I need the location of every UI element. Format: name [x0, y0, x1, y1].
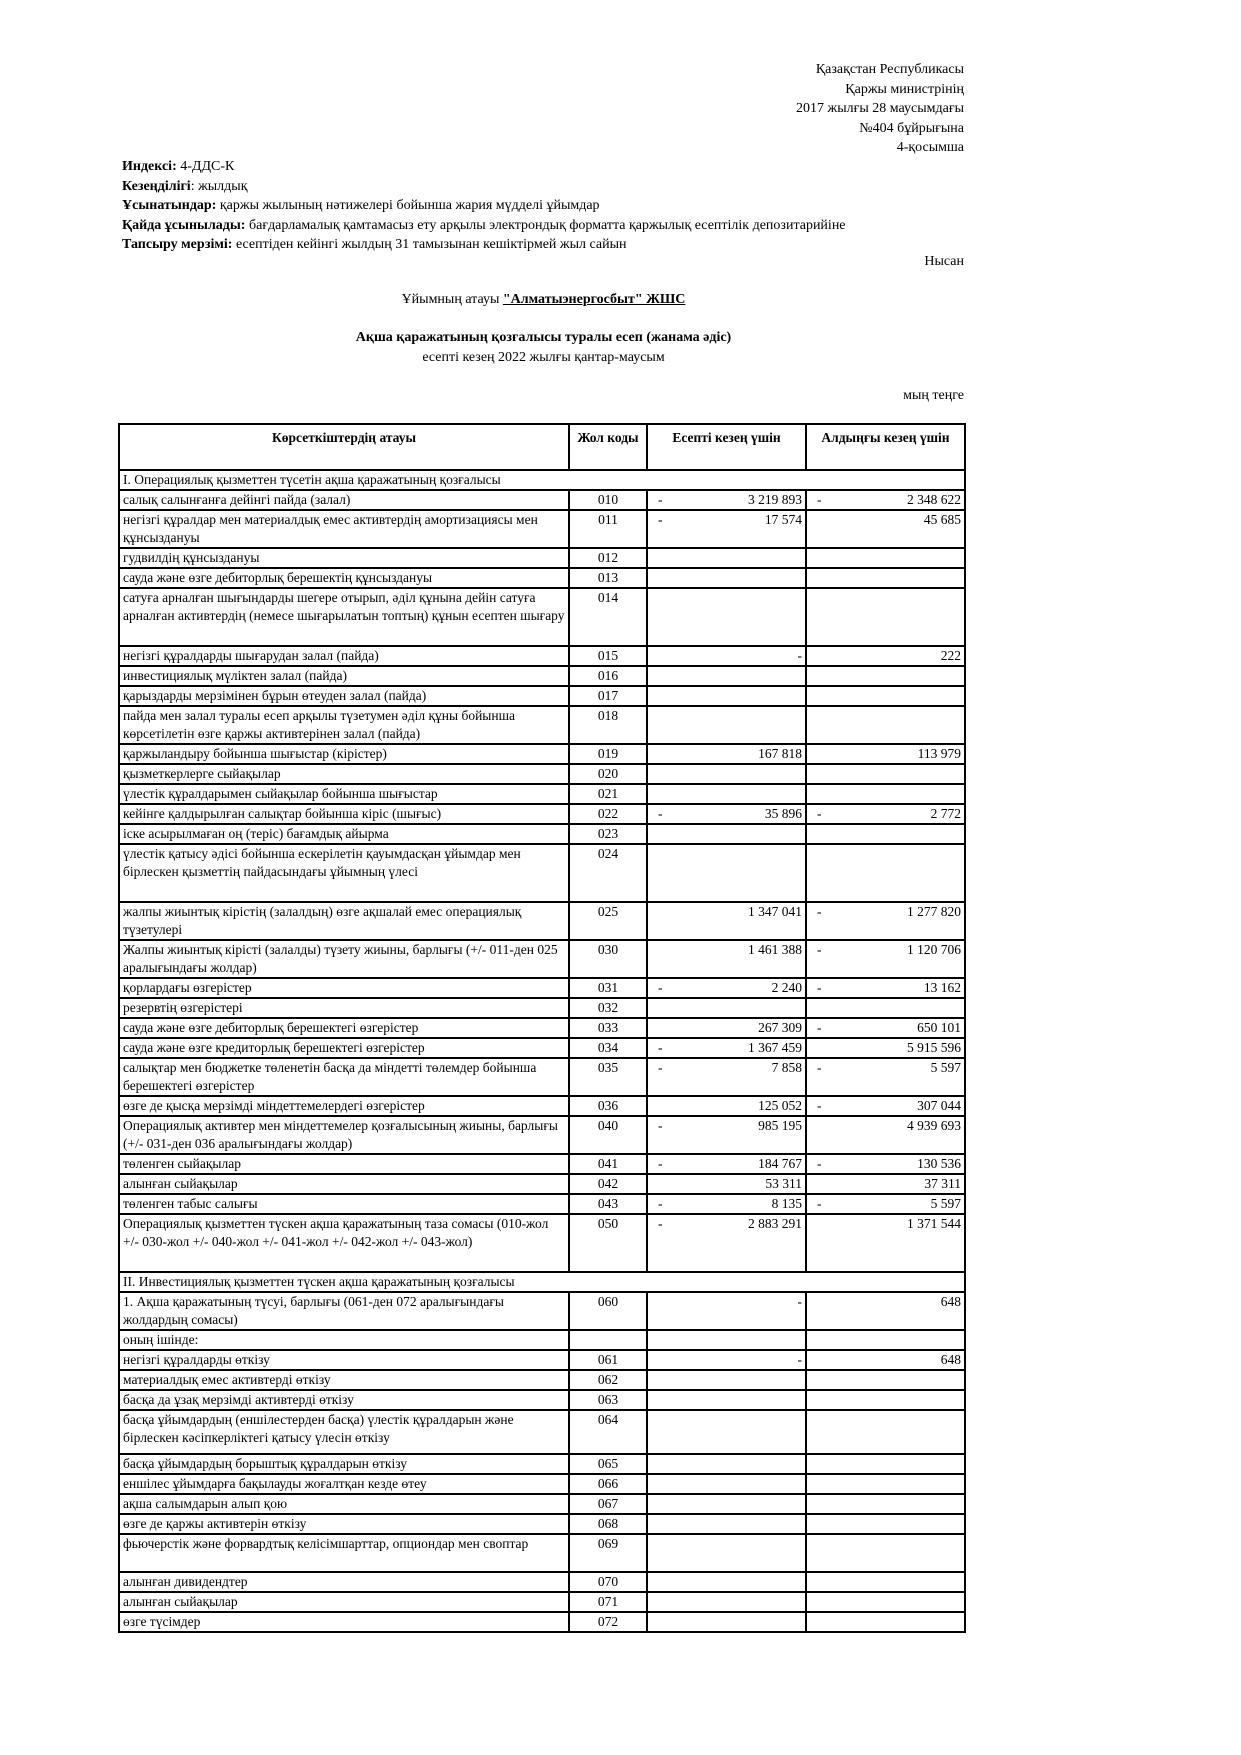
- row-previous-value: [806, 1330, 965, 1350]
- table-row: [119, 978, 965, 998]
- minus-sign: -: [817, 806, 822, 821]
- row-code: 071: [569, 1592, 647, 1612]
- row-current-value: [647, 686, 806, 706]
- table-row: [119, 824, 965, 844]
- minus-sign: -: [817, 942, 822, 957]
- row-current-value: [647, 998, 806, 1018]
- row-code: 069: [569, 1534, 647, 1572]
- amount: 5 915 596: [907, 1040, 961, 1055]
- row-name: өзге де қысқа мерзімді міндеттемелердегі өзгерістер: [119, 1096, 569, 1116]
- amount: 1 371 544: [907, 1216, 961, 1231]
- row-name: сатуға арналған шығындарды шегере отырып, әділ құнына дейін сатуға арналған активтердің (немесе шығарылатын топтың) құнын есептен шығару: [119, 588, 569, 646]
- table-row: [119, 1592, 965, 1612]
- row-code: 022: [569, 804, 647, 824]
- row-name: өзге түсімдер: [119, 1612, 569, 1632]
- amount: 7 858: [771, 1060, 802, 1075]
- row-name: материалдық емес активтерді өткізу: [119, 1370, 569, 1390]
- row-name: негізгі құралдарды өткізу: [119, 1350, 569, 1370]
- row-previous-value: [806, 940, 965, 978]
- table-row: [119, 1370, 965, 1390]
- row-current-value: [647, 1370, 806, 1390]
- row-current-value: [647, 1494, 806, 1514]
- minus-sign: -: [817, 1060, 822, 1075]
- table-row: [119, 686, 965, 706]
- row-current-value: [647, 1018, 806, 1038]
- minus-sign: -: [817, 980, 822, 995]
- row-current-value: [647, 1038, 806, 1058]
- row-name: оның ішінде:: [119, 1330, 569, 1350]
- amount: 13 162: [923, 980, 961, 995]
- amount: 2 883 291: [748, 1216, 802, 1231]
- amount: 184 767: [758, 1156, 802, 1171]
- row-current-value: [647, 1592, 806, 1612]
- amount: 2 240: [771, 980, 802, 995]
- row-previous-value: [806, 1514, 965, 1534]
- row-name: негізгі құралдарды шығарудан залал (пайда): [119, 646, 569, 666]
- table-row: [119, 1096, 965, 1116]
- row-current-value: [647, 1116, 806, 1154]
- row-current-value: [647, 784, 806, 804]
- row-code: 017: [569, 686, 647, 706]
- table-row: [119, 1330, 965, 1350]
- row-previous-value: [806, 1194, 965, 1214]
- row-previous-value: [806, 1096, 965, 1116]
- row-previous-value: [806, 1038, 965, 1058]
- minus-sign: -: [658, 980, 663, 995]
- row-name: қарыздарды мерзімінен бұрын өтеуден залал (пайда): [119, 686, 569, 706]
- table-row: [119, 744, 965, 764]
- row-current-value: [647, 646, 806, 666]
- row-code: 034: [569, 1038, 647, 1058]
- table-row: [119, 588, 965, 646]
- table-row: [119, 764, 965, 784]
- row-name: төленген табыс салығы: [119, 1194, 569, 1214]
- org-label: Ұйымның атауы: [401, 292, 503, 307]
- order-line: Қазақстан Республикасы: [815, 62, 964, 77]
- order-reference: [796, 60, 964, 158]
- table-row: [119, 844, 965, 902]
- row-current-value: [647, 1096, 806, 1116]
- table-row: [119, 1292, 965, 1330]
- row-previous-value: [806, 706, 965, 744]
- table-row: [119, 784, 965, 804]
- amount: 37 311: [924, 1176, 961, 1191]
- amount: 1 347 041: [748, 904, 802, 919]
- amount: 130 536: [917, 1156, 961, 1171]
- minus-sign: -: [658, 1156, 663, 1171]
- row-name: салық салынғанға дейінгі пайда (залал): [119, 490, 569, 510]
- meta-periodicity: Кезеңділігі: жылдық: [122, 178, 248, 194]
- row-previous-value: [806, 902, 965, 940]
- org-name: "Алматыэнергосбыт" ЖШС: [502, 292, 686, 307]
- row-name: төленген сыйақылар: [119, 1154, 569, 1174]
- table-row: [119, 1038, 965, 1058]
- row-code: [569, 1330, 647, 1350]
- row-name: 1. Ақша қаражатының түсуі, барлығы (061-ден 072 аралығындағы жолдардың сомасы): [119, 1292, 569, 1330]
- amount: 4 939 693: [907, 1118, 961, 1133]
- table-row: [119, 1214, 965, 1272]
- row-current-value: [647, 548, 806, 568]
- minus-sign: -: [658, 806, 663, 821]
- row-code: 042: [569, 1174, 647, 1194]
- row-previous-value: [806, 978, 965, 998]
- table-row: [119, 490, 965, 510]
- row-previous-value: [806, 1612, 965, 1632]
- row-current-value: [647, 844, 806, 902]
- row-name: гудвилдің құнсыздануы: [119, 548, 569, 568]
- amount: 1 277 820: [907, 904, 961, 919]
- row-previous-value: [806, 844, 965, 902]
- row-code: 032: [569, 998, 647, 1018]
- row-name: алынған сыйақылар: [119, 1592, 569, 1612]
- currency-unit: мың теңге: [903, 388, 964, 403]
- table-row: [119, 1534, 965, 1572]
- row-previous-value: [806, 1174, 965, 1194]
- row-name: Жалпы жиынтық кірісті (залалды) түзету жиыны, барлығы (+/- 011-ден 025 аралығындағы жолдар): [119, 940, 569, 978]
- minus-sign: -: [658, 1040, 663, 1055]
- table-row: [119, 902, 965, 940]
- row-name: еншілес ұйымдарға бақылауды жоғалтқан кезде өтеу: [119, 1474, 569, 1494]
- row-code: 067: [569, 1494, 647, 1514]
- amount: 3 219 893: [748, 492, 802, 507]
- row-current-value: [647, 978, 806, 998]
- row-code: 013: [569, 568, 647, 588]
- row-code: 012: [569, 548, 647, 568]
- row-current-value: [647, 1390, 806, 1410]
- row-code: 016: [569, 666, 647, 686]
- row-previous-value: [806, 1390, 965, 1410]
- amount: 222: [940, 648, 961, 663]
- table-row: [119, 1018, 965, 1038]
- row-previous-value: [806, 1474, 965, 1494]
- report-title: Ақша қаражатының қозғалысы туралы есеп (жанама әдіс): [355, 330, 732, 345]
- row-code: 041: [569, 1154, 647, 1174]
- row-previous-value: [806, 568, 965, 588]
- row-name: өзге де қаржы активтерін өткізу: [119, 1514, 569, 1534]
- meta-where: Қайда ұсынылады: бағдарламалық қамтамасыз ету арқылы электрондық форматта қаржылық есептілік депозитарийіне: [122, 217, 846, 233]
- row-current-value: [647, 1292, 806, 1330]
- row-current-value: [647, 1330, 806, 1350]
- row-current-value: [647, 902, 806, 940]
- amount: 35 896: [764, 806, 802, 821]
- table-row: [119, 568, 965, 588]
- row-name: пайда мен залал туралы есеп арқылы түзетумен әділ құны бойынша көрсетілетін өзге қаржы активтерінен залал (пайда): [119, 706, 569, 744]
- amount: 648: [940, 1294, 961, 1309]
- row-code: 068: [569, 1514, 647, 1534]
- row-current-value: [647, 824, 806, 844]
- row-current-value: [647, 1612, 806, 1632]
- row-current-value: [647, 1350, 806, 1370]
- table-row: [119, 1390, 965, 1410]
- row-previous-value: [806, 824, 965, 844]
- minus-sign: -: [817, 492, 822, 507]
- row-previous-value: [806, 1370, 965, 1390]
- minus-sign: -: [658, 1196, 663, 1211]
- table-row: [119, 1410, 965, 1454]
- row-previous-value: [806, 1350, 965, 1370]
- row-previous-value: [806, 1154, 965, 1174]
- amount: 8 135: [771, 1196, 802, 1211]
- amount: 17 574: [764, 512, 802, 527]
- table-row: [119, 646, 965, 666]
- col-header-code: Жол коды: [569, 424, 647, 470]
- row-code: 050: [569, 1214, 647, 1272]
- row-name: сауда және өзге дебиторлық берешектегі өзгерістер: [119, 1018, 569, 1038]
- row-current-value: [647, 510, 806, 548]
- row-code: 024: [569, 844, 647, 902]
- amount: 267 309: [758, 1020, 802, 1035]
- col-header-previous: Алдыңғы кезең үшін: [806, 424, 965, 470]
- order-line: Қаржы министрінің: [845, 81, 964, 97]
- row-previous-value: [806, 1058, 965, 1096]
- meta-submitters: Ұсынатындар: қаржы жылының нәтижелері бойынша жария мүдделі ұйымдар: [122, 198, 600, 213]
- row-previous-value: [806, 666, 965, 686]
- amount: 650 101: [917, 1020, 961, 1035]
- minus-sign: -: [817, 1098, 822, 1113]
- row-name: алынған сыйақылар: [119, 1174, 569, 1194]
- row-current-value: [647, 1514, 806, 1534]
- row-code: 030: [569, 940, 647, 978]
- row-name: салықтар мен бюджетке төленетін басқа да міндетті төлемдер бойынша берешектегі өзгерістер: [119, 1058, 569, 1096]
- table-row: [119, 706, 965, 744]
- table-row: [119, 998, 965, 1018]
- table-row: [119, 1454, 965, 1474]
- row-current-value: [647, 706, 806, 744]
- amount: 125 052: [758, 1098, 802, 1113]
- row-code: 060: [569, 1292, 647, 1330]
- row-previous-value: [806, 784, 965, 804]
- row-current-value: [647, 1174, 806, 1194]
- row-current-value: [647, 588, 806, 646]
- organization: [0, 292, 1087, 308]
- row-current-value: [647, 490, 806, 510]
- row-name: фьючерстік және форвардтық келісімшарттар, опциондар мен своптар: [119, 1534, 569, 1572]
- row-current-value: [647, 1572, 806, 1592]
- row-previous-value: [806, 1410, 965, 1454]
- table-row: [119, 666, 965, 686]
- order-line: №404 бұйрығына: [859, 120, 964, 136]
- row-current-value: [647, 1154, 806, 1174]
- amount: 985 195: [758, 1118, 802, 1133]
- amount: -: [797, 1352, 802, 1367]
- minus-sign: -: [658, 512, 663, 527]
- table-header-row: [119, 424, 965, 470]
- row-current-value: [647, 666, 806, 686]
- row-name: резервтің өзгерістері: [119, 998, 569, 1018]
- minus-sign: -: [658, 1118, 663, 1133]
- amount: 45 685: [923, 512, 961, 527]
- row-code: 033: [569, 1018, 647, 1038]
- row-previous-value: [806, 1116, 965, 1154]
- minus-sign: -: [817, 1196, 822, 1211]
- row-name: басқа ұйымдардың (еншілестерден басқа) үлестік құралдарын және бірлескен кәсіпкерліктегі қатысу үлесін өткізу: [119, 1410, 569, 1454]
- row-name: Операциялық қызметтен түскен ақша қаражатының таза сомасы (010-жол +/- 030-жол +/- 040-жол +/- 041-жол +/- 042-жол +/- 043-жол): [119, 1214, 569, 1272]
- row-previous-value: [806, 1292, 965, 1330]
- row-code: 020: [569, 764, 647, 784]
- table-row: [119, 1474, 965, 1494]
- row-current-value: [647, 568, 806, 588]
- col-header-current: Есепті кезең үшін: [647, 424, 806, 470]
- form-meta: [122, 157, 846, 255]
- row-previous-value: [806, 1454, 965, 1474]
- row-previous-value: [806, 510, 965, 548]
- row-code: 011: [569, 510, 647, 548]
- row-name: сауда және өзге кредиторлық берешектегі өзгерістер: [119, 1038, 569, 1058]
- row-code: 066: [569, 1474, 647, 1494]
- row-code: 014: [569, 588, 647, 646]
- row-code: 019: [569, 744, 647, 764]
- row-name: жалпы жиынтық кірістің (залалдың) өзге ақшалай емес операциялық түзетулері: [119, 902, 569, 940]
- minus-sign: -: [658, 1216, 663, 1231]
- row-current-value: [647, 940, 806, 978]
- minus-sign: -: [817, 904, 822, 919]
- row-previous-value: [806, 1494, 965, 1514]
- row-previous-value: [806, 588, 965, 646]
- row-previous-value: [806, 548, 965, 568]
- table-row: [119, 1350, 965, 1370]
- amount: 1 120 706: [907, 942, 961, 957]
- row-previous-value: [806, 686, 965, 706]
- row-previous-value: [806, 1534, 965, 1572]
- amount: 2 772: [930, 806, 961, 821]
- row-code: 070: [569, 1572, 647, 1592]
- minus-sign: -: [817, 1156, 822, 1171]
- row-previous-value: [806, 646, 965, 666]
- row-code: 035: [569, 1058, 647, 1096]
- amount: 2 348 622: [907, 492, 961, 507]
- row-current-value: [647, 1534, 806, 1572]
- table-row: [119, 548, 965, 568]
- row-name: сауда және өзге дебиторлық берешектің құнсыздануы: [119, 568, 569, 588]
- row-current-value: [647, 1214, 806, 1272]
- row-name: іске асырылмаған оң (теріс) бағамдық айырма: [119, 824, 569, 844]
- row-previous-value: [806, 1592, 965, 1612]
- row-current-value: [647, 1454, 806, 1474]
- row-previous-value: [806, 1214, 965, 1272]
- row-previous-value: [806, 1572, 965, 1592]
- row-current-value: [647, 804, 806, 824]
- table-row: [119, 1174, 965, 1194]
- section-title: I. Операциялық қызметтен түсетін ақша қаражатының қозғалысы: [119, 470, 965, 490]
- row-code: 015: [569, 646, 647, 666]
- row-code: 031: [569, 978, 647, 998]
- table-row: [119, 1194, 965, 1214]
- cash-flow-table: [118, 423, 966, 1633]
- table-row: [119, 1514, 965, 1534]
- row-code: 061: [569, 1350, 647, 1370]
- row-name: үлестік құралдарымен сыйақылар бойынша шығыстар: [119, 784, 569, 804]
- row-current-value: [647, 1194, 806, 1214]
- form-label: Нысан: [924, 254, 964, 269]
- row-previous-value: [806, 1018, 965, 1038]
- report-period: есепті кезең 2022 жылғы қантар-маусым: [422, 350, 665, 365]
- row-code: 040: [569, 1116, 647, 1154]
- row-name: басқа ұйымдардың борыштық құралдарын өткізу: [119, 1454, 569, 1474]
- row-code: 025: [569, 902, 647, 940]
- meta-deadline: Тапсыру мерзімі: есептіден кейінгі жылдың 31 тамызынан кешіктірмей жыл сайын: [122, 237, 627, 252]
- row-code: 018: [569, 706, 647, 744]
- table-row: [119, 1612, 965, 1632]
- row-previous-value: [806, 764, 965, 784]
- order-line: 4-қосымша: [896, 140, 964, 155]
- row-code: 064: [569, 1410, 647, 1454]
- row-name: ақша салымдарын алып қою: [119, 1494, 569, 1514]
- col-header-name: Көрсеткіштердің атауы: [119, 424, 569, 470]
- row-name: алынған дивидендтер: [119, 1572, 569, 1592]
- minus-sign: -: [658, 1060, 663, 1075]
- meta-index: Индексі: 4-ДДС-К: [122, 159, 235, 174]
- row-previous-value: [806, 998, 965, 1018]
- row-name: кейінге қалдырылған салықтар бойынша кіріс (шығыс): [119, 804, 569, 824]
- row-current-value: [647, 764, 806, 784]
- row-code: 023: [569, 824, 647, 844]
- row-code: 072: [569, 1612, 647, 1632]
- table-row: [119, 510, 965, 548]
- section-row: [119, 1272, 965, 1292]
- amount: 1 367 459: [748, 1040, 802, 1055]
- row-code: 021: [569, 784, 647, 804]
- table-row: [119, 940, 965, 978]
- amount: 1 461 388: [748, 942, 802, 957]
- section-row: [119, 470, 965, 490]
- row-previous-value: [806, 744, 965, 764]
- row-code: 065: [569, 1454, 647, 1474]
- section-title: II. Инвестициялық қызметтен түскен ақша қаражатының қозғалысы: [119, 1272, 965, 1292]
- row-current-value: [647, 744, 806, 764]
- table-row: [119, 1572, 965, 1592]
- row-name: басқа да ұзақ мерзімді активтерді өткізу: [119, 1390, 569, 1410]
- amount: 307 044: [917, 1098, 961, 1113]
- row-name: қызметкерлерге сыйақылар: [119, 764, 569, 784]
- row-current-value: [647, 1410, 806, 1454]
- row-code: 062: [569, 1370, 647, 1390]
- order-line: 2017 жылғы 28 маусымдағы: [796, 101, 964, 116]
- row-previous-value: [806, 804, 965, 824]
- table-row: [119, 1058, 965, 1096]
- row-name: қаржыландыру бойынша шығыстар (кірістер): [119, 744, 569, 764]
- amount: 648: [940, 1352, 961, 1367]
- row-current-value: [647, 1058, 806, 1096]
- row-name: инвестициялық мүліктен залал (пайда): [119, 666, 569, 686]
- amount: 167 818: [758, 746, 802, 761]
- row-code: 010: [569, 490, 647, 510]
- amount: 5 597: [930, 1196, 961, 1211]
- row-code: 063: [569, 1390, 647, 1410]
- minus-sign: -: [817, 1020, 822, 1035]
- amount: 5 597: [930, 1060, 961, 1075]
- table-row: [119, 1154, 965, 1174]
- row-code: 043: [569, 1194, 647, 1214]
- row-name: негізгі құралдар мен материалдық емес активтердің амортизациясы мен құнсыздануы: [119, 510, 569, 548]
- amount: -: [797, 648, 802, 663]
- row-name: қорлардағы өзгерістер: [119, 978, 569, 998]
- table-row: [119, 804, 965, 824]
- row-code: 036: [569, 1096, 647, 1116]
- amount: -: [797, 1294, 802, 1309]
- table-row: [119, 1116, 965, 1154]
- amount: 53 311: [765, 1176, 802, 1191]
- row-previous-value: [806, 490, 965, 510]
- minus-sign: -: [658, 492, 663, 507]
- row-current-value: [647, 1474, 806, 1494]
- table-row: [119, 1494, 965, 1514]
- row-name: үлестік қатысу әдісі бойынша ескерілетін қауымдасқан ұйымдар мен бірлескен қызметтің пайдасындағы ұйымның үлесі: [119, 844, 569, 902]
- row-name: Операциялық активтер мен міндеттемелер қозғалысының жиыны, барлығы (+/- 031-ден 036 аралығындағы жолдар): [119, 1116, 569, 1154]
- amount: 113 979: [917, 746, 961, 761]
